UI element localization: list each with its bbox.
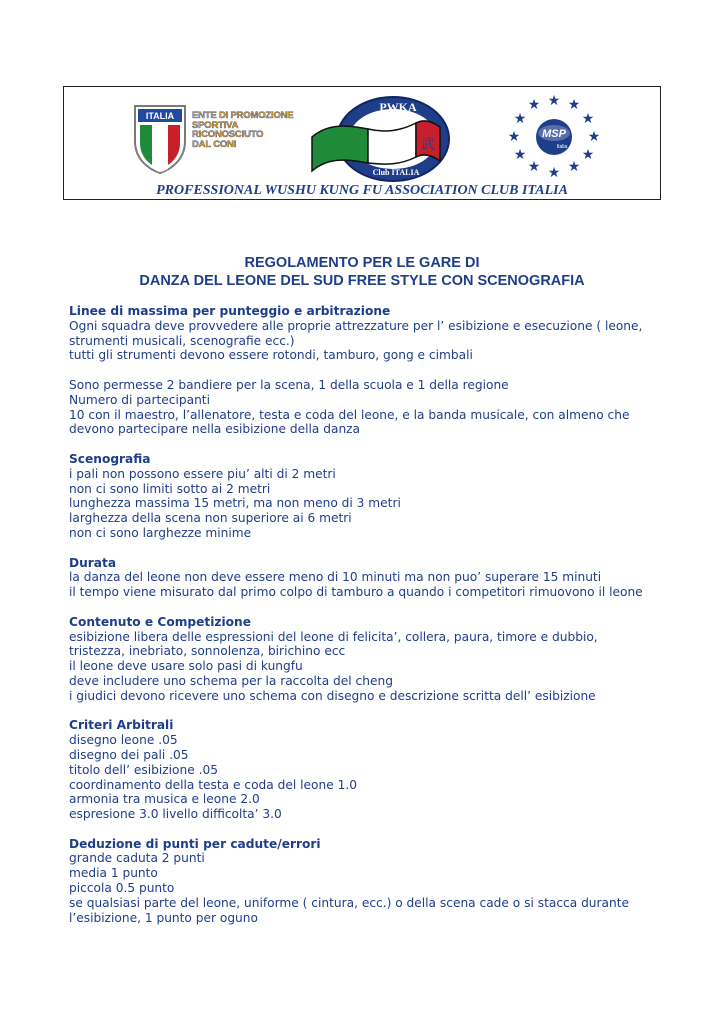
pwka-logo bbox=[308, 93, 458, 185]
body-line: strumenti musicali, scenografie ecc.) bbox=[69, 333, 295, 348]
section-heading: Scenografia bbox=[69, 451, 151, 466]
body-line: espresione 3.0 livello difficolta’ 3.0 bbox=[69, 807, 282, 822]
body-line: devono partecipare nella esibizione della danza bbox=[69, 422, 361, 437]
section-criteri bbox=[69, 718, 669, 822]
msp-label: MSP bbox=[542, 128, 566, 140]
ente-line: ENTE DI PROMOZIONE bbox=[192, 110, 294, 121]
body-line: l’esibizione, 1 punto per oguno bbox=[69, 910, 258, 925]
section-deduzione bbox=[69, 837, 669, 926]
ente-line: RICONOSCIUTO bbox=[192, 129, 264, 140]
msp-sub-label: Italia bbox=[556, 144, 568, 150]
svg-text:★: ★ bbox=[527, 159, 541, 175]
msp-logo bbox=[504, 91, 604, 179]
body-line: armonia tra musica e leone 2.0 bbox=[69, 792, 260, 807]
italia-label: ITALIA bbox=[145, 111, 175, 121]
section-heading: Linee di massima per punteggio e arbitrazione bbox=[69, 304, 391, 318]
ente-text bbox=[192, 111, 293, 149]
svg-text:★: ★ bbox=[547, 165, 561, 179]
body-line: coordinamento della testa e coda del leone 1.0 bbox=[69, 777, 357, 792]
title-line-1: REGOLAMENTO PER LE GARE DI bbox=[244, 255, 480, 271]
svg-text:★: ★ bbox=[587, 129, 601, 145]
svg-text:★: ★ bbox=[513, 111, 527, 127]
svg-text:★: ★ bbox=[567, 97, 581, 113]
section-heading: Deduzione di punti per cadute/errori bbox=[69, 836, 321, 851]
section-heading: Contenuto e Competizione bbox=[69, 614, 251, 629]
document-title bbox=[0, 254, 724, 290]
pwka-club-label: Club ITALIA bbox=[372, 168, 420, 177]
body-line: non ci sono limiti sotto ai 2 metri bbox=[69, 481, 271, 496]
svg-text:★: ★ bbox=[527, 97, 541, 113]
svg-text:★: ★ bbox=[581, 111, 595, 127]
section-heading: Durata bbox=[69, 555, 117, 570]
body-line: il tempo viene misurato dal primo colpo di tamburo a quando i competitori rimuovono il leone bbox=[69, 585, 643, 600]
body-line: i giudici devono ricevere uno schema con disegno e descrizione scritta dell’ esibizione bbox=[69, 688, 596, 703]
svg-text:★: ★ bbox=[507, 129, 521, 145]
section-linee bbox=[69, 304, 669, 363]
section-heading: Criteri Arbitrali bbox=[69, 718, 174, 733]
body-line: tristezza, inebriato, sonnolenza, birichino ecc bbox=[69, 644, 346, 659]
body-line: piccola 0.5 punto bbox=[69, 881, 175, 896]
body-line: grande caduta 2 punti bbox=[69, 851, 205, 866]
ente-line: DAL CONI bbox=[192, 138, 237, 150]
body-line: titolo dell’ esibizione .05 bbox=[69, 762, 218, 777]
body-line: disegno leone .05 bbox=[69, 733, 178, 748]
body-line: i pali non possono essere piu’ alti di 2 metri bbox=[69, 466, 336, 481]
svg-text:★: ★ bbox=[513, 147, 527, 163]
document-body bbox=[69, 304, 669, 940]
body-line: deve includere uno schema per la raccolta del cheng bbox=[69, 673, 393, 688]
body-line: se qualsiasi parte del leone, uniforme ( cintura, ecc.) o della scena cade o si stacca durante bbox=[69, 895, 630, 910]
section-partecipanti bbox=[69, 378, 669, 437]
body-line: Ogni squadra deve provvedere alle proprie attrezzature per l’ esibizione e esecuzione ( leone, bbox=[69, 318, 643, 333]
title-line-2: DANZA DEL LEONE DEL SUD FREE STYLE CON SCENOGRAFIA bbox=[139, 273, 585, 289]
pwka-label: PWKA bbox=[379, 100, 417, 114]
body-line: Sono permesse 2 bandiere per la scena, 1 della scuola e 1 della regione bbox=[69, 377, 509, 392]
body-line: tutti gli strumenti devono essere rotondi, tamburo, gong e cimbali bbox=[69, 348, 473, 363]
association-name: PROFESSIONAL WUSHU KUNG FU ASSOCIATION CLUB ITALIA bbox=[156, 183, 568, 198]
svg-text:★: ★ bbox=[581, 147, 595, 163]
ente-line: SPORTIVA bbox=[192, 119, 239, 131]
section-durata bbox=[69, 556, 669, 600]
body-line: il leone deve usare solo pasi di kungfu bbox=[69, 659, 303, 674]
body-line: disegno dei pali .05 bbox=[69, 747, 189, 762]
body-line: media 1 punto bbox=[69, 866, 158, 881]
body-line: lunghezza massima 15 metri, ma non meno di 3 metri bbox=[69, 496, 401, 511]
svg-text:武: 武 bbox=[421, 137, 435, 153]
body-line: Numero di partecipanti bbox=[69, 392, 210, 407]
body-line: la danza del leone non deve essere meno di 10 minuti ma non puo’ superare 15 minuti bbox=[69, 570, 602, 585]
body-line: non ci sono larghezze minime bbox=[69, 525, 252, 540]
body-line: esibizione libera delle espressioni del leone di felicita’, collera, paura, timore e dubbio, bbox=[69, 629, 598, 644]
italia-shield-logo bbox=[132, 103, 188, 175]
section-scenografia bbox=[69, 452, 669, 541]
section-contenuto bbox=[69, 615, 669, 704]
svg-text:★: ★ bbox=[567, 159, 581, 175]
body-line: larghezza della scena non superiore ai 6 metri bbox=[69, 511, 352, 526]
body-line: 10 con il maestro, l’allenatore, testa e coda del leone, e la banda musicale, con almeno che bbox=[69, 407, 630, 422]
svg-text:★: ★ bbox=[547, 93, 561, 109]
letterhead bbox=[63, 86, 661, 200]
